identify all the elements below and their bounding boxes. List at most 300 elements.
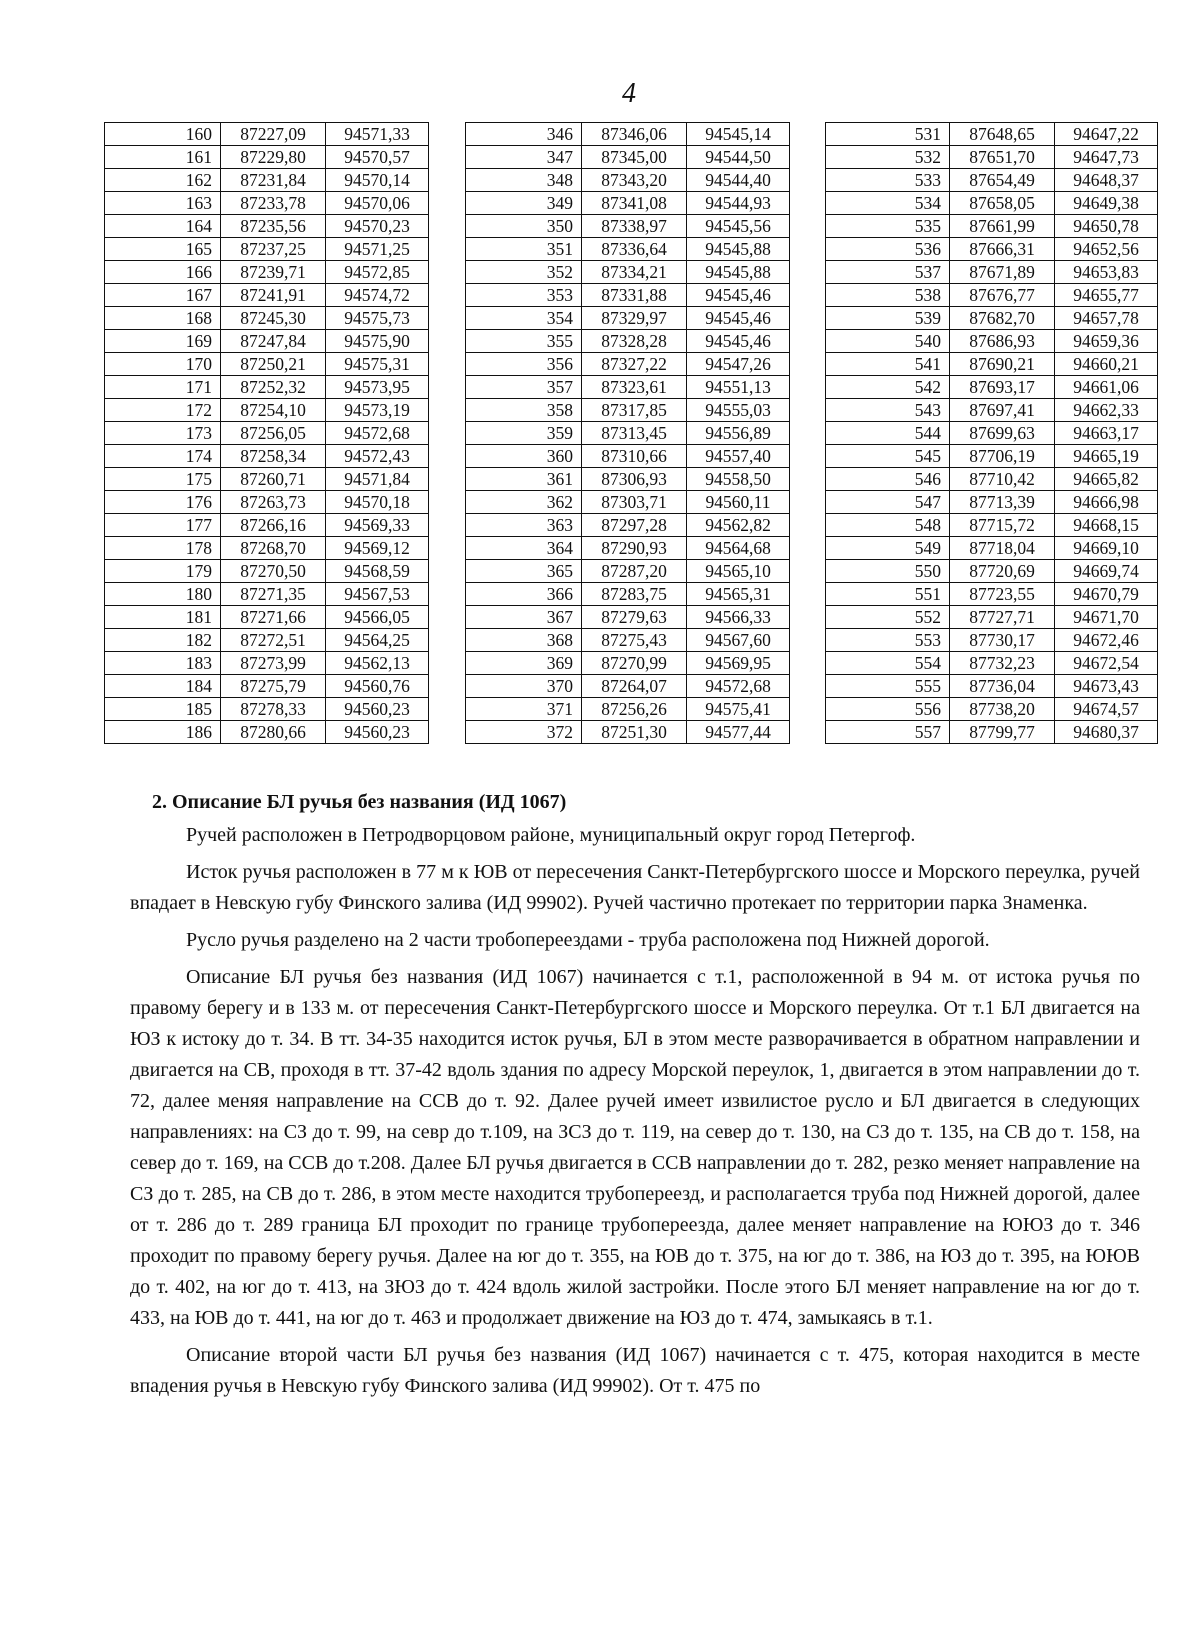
point-number-cell: 346 bbox=[466, 123, 582, 146]
point-number-cell: 178 bbox=[105, 537, 221, 560]
table-row bbox=[466, 284, 790, 307]
y-coordinate-cell: 94565,31 bbox=[687, 583, 790, 606]
paragraph: Ручей расположен в Петродворцовом районе, муниципальный округ город Петергоф. bbox=[186, 824, 916, 846]
table-row bbox=[466, 353, 790, 376]
point-number-cell: 531 bbox=[826, 123, 950, 146]
y-coordinate-cell: 94650,78 bbox=[1055, 215, 1158, 238]
y-coordinate-cell: 94568,59 bbox=[326, 560, 429, 583]
table-row bbox=[105, 192, 429, 215]
y-coordinate-cell: 94544,93 bbox=[687, 192, 790, 215]
y-coordinate-cell: 94560,11 bbox=[687, 491, 790, 514]
x-coordinate-cell: 87736,04 bbox=[950, 675, 1055, 698]
y-coordinate-cell: 94566,33 bbox=[687, 606, 790, 629]
x-coordinate-cell: 87323,61 bbox=[582, 376, 687, 399]
x-coordinate-cell: 87799,77 bbox=[950, 721, 1055, 744]
x-coordinate-cell: 87272,51 bbox=[221, 629, 326, 652]
point-number-cell: 534 bbox=[826, 192, 950, 215]
point-number-cell: 545 bbox=[826, 445, 950, 468]
point-number-cell: 348 bbox=[466, 169, 582, 192]
x-coordinate-cell: 87229,80 bbox=[221, 146, 326, 169]
table-row bbox=[826, 629, 1158, 652]
point-number-cell: 554 bbox=[826, 652, 950, 675]
x-coordinate-cell: 87252,32 bbox=[221, 376, 326, 399]
x-coordinate-cell: 87654,49 bbox=[950, 169, 1055, 192]
x-coordinate-cell: 87266,16 bbox=[221, 514, 326, 537]
y-coordinate-cell: 94648,37 bbox=[1055, 169, 1158, 192]
table-row bbox=[826, 399, 1158, 422]
y-coordinate-cell: 94569,33 bbox=[326, 514, 429, 537]
x-coordinate-cell: 87343,20 bbox=[582, 169, 687, 192]
x-coordinate-cell: 87648,65 bbox=[950, 123, 1055, 146]
point-number-cell: 183 bbox=[105, 652, 221, 675]
point-number-cell: 168 bbox=[105, 307, 221, 330]
table-row bbox=[466, 123, 790, 146]
x-coordinate-cell: 87715,72 bbox=[950, 514, 1055, 537]
table-row bbox=[826, 721, 1158, 744]
table-row bbox=[826, 330, 1158, 353]
x-coordinate-cell: 87310,66 bbox=[582, 445, 687, 468]
point-number-cell: 368 bbox=[466, 629, 582, 652]
table-row bbox=[466, 652, 790, 675]
x-coordinate-cell: 87334,21 bbox=[582, 261, 687, 284]
y-coordinate-cell: 94560,23 bbox=[326, 698, 429, 721]
x-coordinate-cell: 87693,17 bbox=[950, 376, 1055, 399]
point-number-cell: 538 bbox=[826, 284, 950, 307]
point-number-cell: 356 bbox=[466, 353, 582, 376]
page-number: 4 bbox=[622, 78, 636, 109]
point-number-cell: 546 bbox=[826, 468, 950, 491]
x-coordinate-cell: 87345,00 bbox=[582, 146, 687, 169]
table-row bbox=[105, 675, 429, 698]
y-coordinate-cell: 94558,50 bbox=[687, 468, 790, 491]
table-row bbox=[105, 698, 429, 721]
x-coordinate-cell: 87666,31 bbox=[950, 238, 1055, 261]
y-coordinate-cell: 94661,06 bbox=[1055, 376, 1158, 399]
x-coordinate-cell: 87254,10 bbox=[221, 399, 326, 422]
y-coordinate-cell: 94575,41 bbox=[687, 698, 790, 721]
x-coordinate-cell: 87279,63 bbox=[582, 606, 687, 629]
table-row bbox=[105, 629, 429, 652]
table-row bbox=[105, 169, 429, 192]
point-number-cell: 171 bbox=[105, 376, 221, 399]
x-coordinate-cell: 87231,84 bbox=[221, 169, 326, 192]
table-row bbox=[105, 238, 429, 261]
x-coordinate-cell: 87651,70 bbox=[950, 146, 1055, 169]
coordinates-table-2 bbox=[465, 122, 790, 744]
table-row bbox=[826, 238, 1158, 261]
y-coordinate-cell: 94668,15 bbox=[1055, 514, 1158, 537]
point-number-cell: 544 bbox=[826, 422, 950, 445]
x-coordinate-cell: 87275,79 bbox=[221, 675, 326, 698]
point-number-cell: 370 bbox=[466, 675, 582, 698]
point-number-cell: 357 bbox=[466, 376, 582, 399]
x-coordinate-cell: 87336,64 bbox=[582, 238, 687, 261]
y-coordinate-cell: 94572,68 bbox=[687, 675, 790, 698]
table-row bbox=[466, 192, 790, 215]
y-coordinate-cell: 94653,83 bbox=[1055, 261, 1158, 284]
y-coordinate-cell: 94680,37 bbox=[1055, 721, 1158, 744]
x-coordinate-cell: 87233,78 bbox=[221, 192, 326, 215]
y-coordinate-cell: 94545,46 bbox=[687, 307, 790, 330]
y-coordinate-cell: 94573,19 bbox=[326, 399, 429, 422]
point-number-cell: 165 bbox=[105, 238, 221, 261]
y-coordinate-cell: 94665,82 bbox=[1055, 468, 1158, 491]
x-coordinate-cell: 87227,09 bbox=[221, 123, 326, 146]
x-coordinate-cell: 87271,35 bbox=[221, 583, 326, 606]
point-number-cell: 362 bbox=[466, 491, 582, 514]
x-coordinate-cell: 87237,25 bbox=[221, 238, 326, 261]
x-coordinate-cell: 87260,71 bbox=[221, 468, 326, 491]
point-number-cell: 353 bbox=[466, 284, 582, 307]
y-coordinate-cell: 94665,19 bbox=[1055, 445, 1158, 468]
table-row bbox=[466, 399, 790, 422]
y-coordinate-cell: 94575,31 bbox=[326, 353, 429, 376]
point-number-cell: 347 bbox=[466, 146, 582, 169]
table-row bbox=[105, 146, 429, 169]
x-coordinate-cell: 87686,93 bbox=[950, 330, 1055, 353]
point-number-cell: 555 bbox=[826, 675, 950, 698]
table-row bbox=[105, 514, 429, 537]
point-number-cell: 358 bbox=[466, 399, 582, 422]
point-number-cell: 360 bbox=[466, 445, 582, 468]
table-row bbox=[466, 491, 790, 514]
x-coordinate-cell: 87710,42 bbox=[950, 468, 1055, 491]
table-row bbox=[105, 652, 429, 675]
y-coordinate-cell: 94569,12 bbox=[326, 537, 429, 560]
y-coordinate-cell: 94565,10 bbox=[687, 560, 790, 583]
table-row bbox=[105, 307, 429, 330]
x-coordinate-cell: 87346,06 bbox=[582, 123, 687, 146]
point-number-cell: 185 bbox=[105, 698, 221, 721]
y-coordinate-cell: 94655,77 bbox=[1055, 284, 1158, 307]
point-number-cell: 177 bbox=[105, 514, 221, 537]
y-coordinate-cell: 94545,88 bbox=[687, 261, 790, 284]
point-number-cell: 175 bbox=[105, 468, 221, 491]
table-row bbox=[826, 376, 1158, 399]
x-coordinate-cell: 87283,75 bbox=[582, 583, 687, 606]
y-coordinate-cell: 94570,18 bbox=[326, 491, 429, 514]
table-row bbox=[826, 675, 1158, 698]
table-row bbox=[826, 422, 1158, 445]
table-row bbox=[826, 583, 1158, 606]
x-coordinate-cell: 87730,17 bbox=[950, 629, 1055, 652]
y-coordinate-cell: 94551,13 bbox=[687, 376, 790, 399]
paragraph: Описание второй части БЛ ручья без названия (ИД 1067) начинается с т. 475, которая находится в месте впадения ручья в Невскую губу Финского залива (ИД 99902). От т. 475 по bbox=[130, 1344, 1140, 1397]
x-coordinate-cell: 87713,39 bbox=[950, 491, 1055, 514]
x-coordinate-cell: 87329,97 bbox=[582, 307, 687, 330]
x-coordinate-cell: 87287,20 bbox=[582, 560, 687, 583]
y-coordinate-cell: 94575,90 bbox=[326, 330, 429, 353]
point-number-cell: 173 bbox=[105, 422, 221, 445]
x-coordinate-cell: 87280,66 bbox=[221, 721, 326, 744]
table-row bbox=[105, 560, 429, 583]
y-coordinate-cell: 94647,73 bbox=[1055, 146, 1158, 169]
point-number-cell: 533 bbox=[826, 169, 950, 192]
x-coordinate-cell: 87263,73 bbox=[221, 491, 326, 514]
point-number-cell: 550 bbox=[826, 560, 950, 583]
table-row bbox=[826, 560, 1158, 583]
x-coordinate-cell: 87682,70 bbox=[950, 307, 1055, 330]
point-number-cell: 536 bbox=[826, 238, 950, 261]
x-coordinate-cell: 87697,41 bbox=[950, 399, 1055, 422]
y-coordinate-cell: 94545,14 bbox=[687, 123, 790, 146]
y-coordinate-cell: 94672,54 bbox=[1055, 652, 1158, 675]
table-row bbox=[105, 215, 429, 238]
point-number-cell: 535 bbox=[826, 215, 950, 238]
x-coordinate-cell: 87671,89 bbox=[950, 261, 1055, 284]
table-row bbox=[826, 169, 1158, 192]
y-coordinate-cell: 94570,14 bbox=[326, 169, 429, 192]
y-coordinate-cell: 94567,53 bbox=[326, 583, 429, 606]
point-number-cell: 174 bbox=[105, 445, 221, 468]
table-row bbox=[105, 721, 429, 744]
x-coordinate-cell: 87328,28 bbox=[582, 330, 687, 353]
y-coordinate-cell: 94569,95 bbox=[687, 652, 790, 675]
x-coordinate-cell: 87235,56 bbox=[221, 215, 326, 238]
x-coordinate-cell: 87239,71 bbox=[221, 261, 326, 284]
table-row bbox=[466, 560, 790, 583]
table-row bbox=[466, 169, 790, 192]
table-row bbox=[826, 652, 1158, 675]
table-row bbox=[466, 376, 790, 399]
y-coordinate-cell: 94672,46 bbox=[1055, 629, 1158, 652]
point-number-cell: 363 bbox=[466, 514, 582, 537]
table-row bbox=[826, 146, 1158, 169]
x-coordinate-cell: 87275,43 bbox=[582, 629, 687, 652]
y-coordinate-cell: 94577,44 bbox=[687, 721, 790, 744]
point-number-cell: 182 bbox=[105, 629, 221, 652]
x-coordinate-cell: 87245,30 bbox=[221, 307, 326, 330]
point-number-cell: 179 bbox=[105, 560, 221, 583]
table-row bbox=[105, 445, 429, 468]
point-number-cell: 372 bbox=[466, 721, 582, 744]
table-row bbox=[466, 146, 790, 169]
point-number-cell: 537 bbox=[826, 261, 950, 284]
point-number-cell: 553 bbox=[826, 629, 950, 652]
point-number-cell: 540 bbox=[826, 330, 950, 353]
y-coordinate-cell: 94544,50 bbox=[687, 146, 790, 169]
point-number-cell: 365 bbox=[466, 560, 582, 583]
table-row bbox=[466, 514, 790, 537]
point-number-cell: 366 bbox=[466, 583, 582, 606]
y-coordinate-cell: 94571,33 bbox=[326, 123, 429, 146]
table-row bbox=[466, 629, 790, 652]
x-coordinate-cell: 87303,71 bbox=[582, 491, 687, 514]
y-coordinate-cell: 94660,21 bbox=[1055, 353, 1158, 376]
point-number-cell: 161 bbox=[105, 146, 221, 169]
table-row bbox=[105, 537, 429, 560]
point-number-cell: 166 bbox=[105, 261, 221, 284]
x-coordinate-cell: 87268,70 bbox=[221, 537, 326, 560]
table-row bbox=[466, 445, 790, 468]
table-row bbox=[466, 215, 790, 238]
paragraph: Описание БЛ ручья без названия (ИД 1067) начинается с т.1, расположенной в 94 м. от истока ручья по правому берегу и в 133 м. от пересечения Санкт-Петербургского шоссе и Морского переулка. От т.1 БЛ двигается на ЮЗ к истоку до т. 34. В тт. 34-35 находится исток ручья, БЛ в этом месте разворачивается в обратном направлении и двигается на СВ, проходя в тт. 37-42 вдоль здания по адресу Морской переулок, 1, двигается в этом направлении до т. 72, далее меняя направление на ССВ до т. 92. Далее ручей имеет извилистое русло и БЛ двигается в следующих направлениях: на СЗ до т. 99, на севр до т.109, на ЗСЗ до т. 119, на север до т. 130, на СЗ до т. 135, на СВ до т. 158, на север до т. 169, на ССВ до т.208. Далее БЛ ручья двигается в ССВ направлении до т. 282, резко меняет направление на СЗ до т. 285, на СВ до т. 286, в этом месте находится трубопереезд, и располагается труба под Нижней дорогой, далее от т. 286 до т. 289 граница БЛ проходит по границе трубопереезда, далее меняет направление на ЮЮЗ до т. 346 проходит по правому берегу ручья. Далее на юг до т. 355, на ЮВ до т. 375, на юг до т. 386, на ЮЗ до т. 395, на ЮЮВ до т. 402, на юг до т. 413, на ЗЮЗ до т. 424 вдоль жилой застройки. После этого БЛ меняет направление на юг до т. 433, на ЮВ до т. 441, на юг до т. 463 и продолжает движение на ЮЗ до т. 474, замыкаясь в т.1. bbox=[130, 966, 1140, 1329]
x-coordinate-cell: 87718,04 bbox=[950, 537, 1055, 560]
point-number-cell: 351 bbox=[466, 238, 582, 261]
table-row bbox=[466, 468, 790, 491]
y-coordinate-cell: 94544,40 bbox=[687, 169, 790, 192]
table-row bbox=[105, 376, 429, 399]
table-row bbox=[105, 422, 429, 445]
x-coordinate-cell: 87270,50 bbox=[221, 560, 326, 583]
table-row bbox=[826, 307, 1158, 330]
x-coordinate-cell: 87338,97 bbox=[582, 215, 687, 238]
y-coordinate-cell: 94562,82 bbox=[687, 514, 790, 537]
point-number-cell: 371 bbox=[466, 698, 582, 721]
y-coordinate-cell: 94666,98 bbox=[1055, 491, 1158, 514]
y-coordinate-cell: 94659,36 bbox=[1055, 330, 1158, 353]
x-coordinate-cell: 87723,55 bbox=[950, 583, 1055, 606]
x-coordinate-cell: 87251,30 bbox=[582, 721, 687, 744]
y-coordinate-cell: 94572,68 bbox=[326, 422, 429, 445]
y-coordinate-cell: 94562,13 bbox=[326, 652, 429, 675]
table-row bbox=[466, 698, 790, 721]
y-coordinate-cell: 94570,23 bbox=[326, 215, 429, 238]
x-coordinate-cell: 87258,34 bbox=[221, 445, 326, 468]
point-number-cell: 349 bbox=[466, 192, 582, 215]
x-coordinate-cell: 87256,26 bbox=[582, 698, 687, 721]
table-row bbox=[826, 261, 1158, 284]
table-row bbox=[466, 238, 790, 261]
x-coordinate-cell: 87278,33 bbox=[221, 698, 326, 721]
point-number-cell: 556 bbox=[826, 698, 950, 721]
point-number-cell: 169 bbox=[105, 330, 221, 353]
point-number-cell: 354 bbox=[466, 307, 582, 330]
table-row bbox=[826, 192, 1158, 215]
table-row bbox=[105, 261, 429, 284]
y-coordinate-cell: 94673,43 bbox=[1055, 675, 1158, 698]
y-coordinate-cell: 94669,74 bbox=[1055, 560, 1158, 583]
x-coordinate-cell: 87317,85 bbox=[582, 399, 687, 422]
y-coordinate-cell: 94572,85 bbox=[326, 261, 429, 284]
table-row bbox=[105, 491, 429, 514]
y-coordinate-cell: 94571,25 bbox=[326, 238, 429, 261]
table-row bbox=[105, 468, 429, 491]
point-number-cell: 160 bbox=[105, 123, 221, 146]
y-coordinate-cell: 94545,56 bbox=[687, 215, 790, 238]
coordinates-table-1 bbox=[104, 122, 429, 744]
table-row bbox=[105, 330, 429, 353]
table-row bbox=[826, 353, 1158, 376]
point-number-cell: 549 bbox=[826, 537, 950, 560]
paragraph: Исток ручья расположен в 77 м к ЮВ от пересечения Санкт-Петербургского шоссе и Морского переулка, ручей впадает в Невскую губу Финского залива (ИД 99902). Ручей частично протекает по территории парка Знаменка. bbox=[130, 861, 1140, 914]
table-row bbox=[826, 491, 1158, 514]
point-number-cell: 162 bbox=[105, 169, 221, 192]
table-row bbox=[466, 307, 790, 330]
x-coordinate-cell: 87264,07 bbox=[582, 675, 687, 698]
x-coordinate-cell: 87699,63 bbox=[950, 422, 1055, 445]
point-number-cell: 552 bbox=[826, 606, 950, 629]
coordinates-table-3 bbox=[825, 122, 1158, 744]
x-coordinate-cell: 87327,22 bbox=[582, 353, 687, 376]
point-number-cell: 367 bbox=[466, 606, 582, 629]
x-coordinate-cell: 87241,91 bbox=[221, 284, 326, 307]
table-row bbox=[466, 330, 790, 353]
point-number-cell: 350 bbox=[466, 215, 582, 238]
x-coordinate-cell: 87658,05 bbox=[950, 192, 1055, 215]
x-coordinate-cell: 87661,99 bbox=[950, 215, 1055, 238]
table-row bbox=[826, 445, 1158, 468]
coordinates-tables bbox=[0, 122, 1200, 762]
y-coordinate-cell: 94545,46 bbox=[687, 284, 790, 307]
y-coordinate-cell: 94657,78 bbox=[1055, 307, 1158, 330]
paragraph: Русло ручья разделено на 2 части тробопереездами - труба расположена под Нижней дорогой. bbox=[186, 929, 990, 951]
table-row bbox=[466, 583, 790, 606]
y-coordinate-cell: 94566,05 bbox=[326, 606, 429, 629]
point-number-cell: 548 bbox=[826, 514, 950, 537]
table-row bbox=[105, 606, 429, 629]
table-row bbox=[826, 215, 1158, 238]
table-row bbox=[826, 698, 1158, 721]
y-coordinate-cell: 94560,23 bbox=[326, 721, 429, 744]
point-number-cell: 355 bbox=[466, 330, 582, 353]
table-row bbox=[466, 675, 790, 698]
table-row bbox=[826, 468, 1158, 491]
point-number-cell: 176 bbox=[105, 491, 221, 514]
x-coordinate-cell: 87271,66 bbox=[221, 606, 326, 629]
x-coordinate-cell: 87297,28 bbox=[582, 514, 687, 537]
y-coordinate-cell: 94545,88 bbox=[687, 238, 790, 261]
table-row bbox=[105, 583, 429, 606]
y-coordinate-cell: 94649,38 bbox=[1055, 192, 1158, 215]
y-coordinate-cell: 94564,68 bbox=[687, 537, 790, 560]
point-number-cell: 181 bbox=[105, 606, 221, 629]
y-coordinate-cell: 94573,95 bbox=[326, 376, 429, 399]
table-row bbox=[826, 284, 1158, 307]
y-coordinate-cell: 94567,60 bbox=[687, 629, 790, 652]
y-coordinate-cell: 94555,03 bbox=[687, 399, 790, 422]
point-number-cell: 164 bbox=[105, 215, 221, 238]
x-coordinate-cell: 87676,77 bbox=[950, 284, 1055, 307]
y-coordinate-cell: 94545,46 bbox=[687, 330, 790, 353]
point-number-cell: 361 bbox=[466, 468, 582, 491]
table-row bbox=[826, 606, 1158, 629]
y-coordinate-cell: 94574,72 bbox=[326, 284, 429, 307]
table-row bbox=[826, 514, 1158, 537]
point-number-cell: 539 bbox=[826, 307, 950, 330]
point-number-cell: 532 bbox=[826, 146, 950, 169]
y-coordinate-cell: 94570,57 bbox=[326, 146, 429, 169]
section-description bbox=[130, 787, 1140, 1408]
table-row bbox=[466, 606, 790, 629]
table-row bbox=[466, 422, 790, 445]
y-coordinate-cell: 94560,76 bbox=[326, 675, 429, 698]
point-number-cell: 167 bbox=[105, 284, 221, 307]
x-coordinate-cell: 87250,21 bbox=[221, 353, 326, 376]
y-coordinate-cell: 94572,43 bbox=[326, 445, 429, 468]
table-row bbox=[466, 721, 790, 744]
table-row bbox=[826, 123, 1158, 146]
point-number-cell: 352 bbox=[466, 261, 582, 284]
x-coordinate-cell: 87313,45 bbox=[582, 422, 687, 445]
point-number-cell: 364 bbox=[466, 537, 582, 560]
point-number-cell: 186 bbox=[105, 721, 221, 744]
y-coordinate-cell: 94575,73 bbox=[326, 307, 429, 330]
y-coordinate-cell: 94674,57 bbox=[1055, 698, 1158, 721]
y-coordinate-cell: 94647,22 bbox=[1055, 123, 1158, 146]
x-coordinate-cell: 87306,93 bbox=[582, 468, 687, 491]
table-row bbox=[466, 537, 790, 560]
x-coordinate-cell: 87706,19 bbox=[950, 445, 1055, 468]
point-number-cell: 542 bbox=[826, 376, 950, 399]
x-coordinate-cell: 87273,99 bbox=[221, 652, 326, 675]
point-number-cell: 369 bbox=[466, 652, 582, 675]
y-coordinate-cell: 94557,40 bbox=[687, 445, 790, 468]
x-coordinate-cell: 87270,99 bbox=[582, 652, 687, 675]
table-row bbox=[105, 123, 429, 146]
point-number-cell: 172 bbox=[105, 399, 221, 422]
y-coordinate-cell: 94570,06 bbox=[326, 192, 429, 215]
